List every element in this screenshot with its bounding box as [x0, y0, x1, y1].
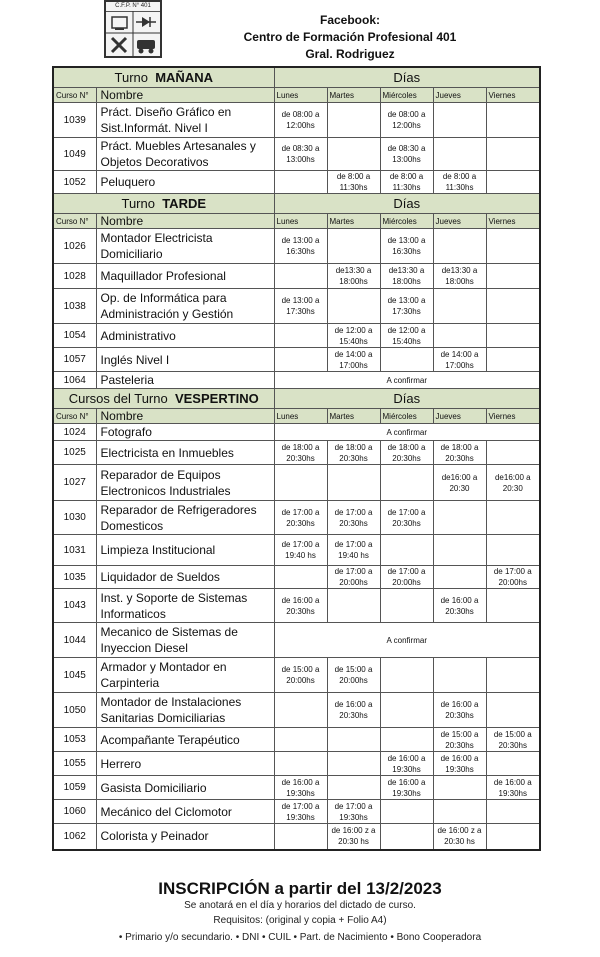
course-code: 1043: [53, 589, 96, 623]
days-header: Días: [274, 194, 540, 214]
schedule-cell: [327, 103, 380, 138]
schedule-cell: de 18:00 a 20:30hs: [274, 441, 327, 465]
section-title-prefix: Turno: [121, 196, 155, 211]
schedule-cell: de 16:00 a 19:30hs: [380, 752, 433, 776]
schedule-cell: [274, 752, 327, 776]
section-title: [53, 389, 274, 409]
column-header-row: [53, 214, 540, 229]
schedule-table: [52, 66, 541, 851]
course-name: Montador Electricista Domiciliario: [96, 229, 274, 264]
schedule-cell: [327, 229, 380, 264]
col-day: Miércoles: [380, 88, 433, 103]
course-code: 1028: [53, 264, 96, 289]
course-code: 1027: [53, 465, 96, 501]
course-name: Armador y Montador en Carpinteria: [96, 658, 274, 693]
schedule-cell: [433, 776, 486, 800]
course-row: [53, 776, 540, 800]
col-curso: Curso N°: [53, 214, 96, 229]
course-row: [53, 289, 540, 324]
section-title-shift: VESPERTINO: [174, 391, 259, 406]
schedule-tbd: A confirmar: [274, 623, 540, 658]
logo-emblem-icon: [106, 11, 160, 56]
col-day: Martes: [327, 409, 380, 424]
schedule-cell: [327, 728, 380, 752]
section-title: [53, 194, 274, 214]
schedule-cell: de13:30 a 18:00hs: [327, 264, 380, 289]
cfp-logo: [104, 0, 162, 58]
schedule-cell: [486, 264, 540, 289]
schedule-cell: de 16:00 a 19:30hs: [486, 776, 540, 800]
schedule-cell: [274, 348, 327, 372]
schedule-cell: de 15:00 a 20:30hs: [433, 728, 486, 752]
course-row: [53, 138, 540, 171]
course-name: Pasteleria: [96, 372, 274, 389]
schedule-cell: [380, 728, 433, 752]
course-code: 1054: [53, 324, 96, 348]
section-header-row: [53, 67, 540, 88]
course-name: Inglés Nivel I: [96, 348, 274, 372]
schedule-cell: de 13:00 a 16:30hs: [380, 229, 433, 264]
schedule-cell: [486, 138, 540, 171]
schedule-cell: [274, 824, 327, 850]
schedule-cell: de 17:00 a 20:00hs: [327, 566, 380, 589]
schedule-cell: [433, 229, 486, 264]
schedule-cell: de 17:00 a 20:00hs: [486, 566, 540, 589]
header-location: Gral. Rodriguez: [305, 47, 395, 61]
course-code: 1049: [53, 138, 96, 171]
schedule-cell: [433, 658, 486, 693]
course-code: 1030: [53, 501, 96, 535]
col-day: Martes: [327, 88, 380, 103]
schedule-cell: [327, 589, 380, 623]
schedule-cell: [433, 289, 486, 324]
schedule-cell: [433, 535, 486, 566]
course-row: [53, 589, 540, 623]
course-row: [53, 693, 540, 728]
course-code: 1060: [53, 800, 96, 824]
schedule-cell: [433, 138, 486, 171]
schedule-cell: de 17:00 a 19:30hs: [327, 800, 380, 824]
schedule-cell: de 16:00 z a 20:30 hs: [327, 824, 380, 850]
schedule-tbd: A confirmar: [274, 372, 540, 389]
course-name: Práct. Diseño Gráfico en Sist.Informát. Nivel I: [96, 103, 274, 138]
course-name: Op. de Informática para Administración y Gestión: [96, 289, 274, 324]
section-header-row: [53, 194, 540, 214]
section-title: [53, 67, 274, 88]
schedule-cell: [486, 289, 540, 324]
schedule-cell: de 16:00 a 20:30hs: [274, 589, 327, 623]
schedule-cell: [327, 776, 380, 800]
schedule-cell: [274, 171, 327, 194]
course-code: 1045: [53, 658, 96, 693]
course-row: [53, 535, 540, 566]
course-name: Herrero: [96, 752, 274, 776]
col-day: Lunes: [274, 214, 327, 229]
course-name: Liquidador de Sueldos: [96, 566, 274, 589]
schedule-cell: de16:00 a 20:30: [486, 465, 540, 501]
schedule-cell: de 16:00 a 19:30hs: [433, 752, 486, 776]
col-nombre: Nombre: [96, 409, 274, 424]
course-row: [53, 441, 540, 465]
schedule-cell: de 8:00 a 11:30hs: [327, 171, 380, 194]
schedule-cell: de 16:00 a 20:30hs: [327, 693, 380, 728]
header-facebook: Facebook:: [319, 13, 380, 27]
course-code: 1062: [53, 824, 96, 850]
inscripcion-title: INSCRIPCIÓN a partir del 13/2/2023: [158, 879, 442, 898]
schedule-cell: de 18:00 a 20:30hs: [327, 441, 380, 465]
column-header-row: [53, 88, 540, 103]
schedule-cell: [380, 658, 433, 693]
col-day: Jueves: [433, 214, 486, 229]
schedule-cell: [486, 824, 540, 850]
section-header-row: [53, 389, 540, 409]
course-code: 1038: [53, 289, 96, 324]
col-day: Miércoles: [380, 214, 433, 229]
section-title-prefix: Cursos del Turno: [68, 391, 168, 406]
course-row: [53, 348, 540, 372]
schedule-cell: de 08:00 a 12:00hs: [380, 103, 433, 138]
schedule-cell: de13:30 a 18:00hs: [380, 264, 433, 289]
course-code: 1064: [53, 372, 96, 389]
course-row: [53, 324, 540, 348]
col-nombre: Nombre: [96, 214, 274, 229]
schedule-cell: [486, 589, 540, 623]
schedule-cell: [380, 824, 433, 850]
course-row: [53, 728, 540, 752]
course-name: Administrativo: [96, 324, 274, 348]
course-code: 1055: [53, 752, 96, 776]
section-title-prefix: Turno: [114, 70, 148, 85]
footer-requirements: • Primario y/o secundario. • DNI • CUIL • Part. de Nacimiento • Bono Cooperadora: [118, 932, 482, 943]
course-name: Mecánico del Ciclomotor: [96, 800, 274, 824]
schedule-cell: [327, 752, 380, 776]
schedule-body: [53, 67, 540, 850]
col-day: Jueves: [433, 409, 486, 424]
section-title-shift: MAÑANA: [155, 70, 213, 85]
course-name: Gasista Domiciliario: [96, 776, 274, 800]
schedule-cell: de 18:00 a 20:30hs: [433, 441, 486, 465]
schedule-cell: [486, 103, 540, 138]
schedule-cell: de 17:00 a 20:00hs: [380, 566, 433, 589]
schedule-cell: [380, 693, 433, 728]
schedule-cell: de 15:00 a 20:00hs: [274, 658, 327, 693]
course-name: Reparador de Refrigeradores Domesticos: [96, 501, 274, 535]
schedule-cell: de13:30 a 18:00hs: [433, 264, 486, 289]
schedule-cell: de 13:00 a 17:30hs: [380, 289, 433, 324]
schedule-cell: [274, 465, 327, 501]
course-name: Montador de Instalaciones Sanitarias Domiciliarias: [96, 693, 274, 728]
schedule-cell: [486, 752, 540, 776]
section-title-shift: TARDE: [162, 196, 207, 211]
schedule-cell: de 08:30 a 13:00hs: [380, 138, 433, 171]
col-nombre: Nombre: [96, 88, 274, 103]
schedule-cell: [274, 264, 327, 289]
schedule-cell: [274, 324, 327, 348]
col-day: Lunes: [274, 409, 327, 424]
course-row: [53, 800, 540, 824]
course-code: 1057: [53, 348, 96, 372]
col-day: Jueves: [433, 88, 486, 103]
schedule-cell: [486, 441, 540, 465]
course-name: Reparador de Equipos Electronicos Industriales: [96, 465, 274, 501]
course-name: Peluquero: [96, 171, 274, 194]
schedule-cell: [433, 501, 486, 535]
col-day: Miércoles: [380, 409, 433, 424]
schedule-cell: [486, 229, 540, 264]
course-row: [53, 752, 540, 776]
schedule-cell: [486, 658, 540, 693]
schedule-cell: de 8:00 a 11:30hs: [380, 171, 433, 194]
schedule-cell: de 08:30 a 13:00hs: [274, 138, 327, 171]
course-row: [53, 171, 540, 194]
schedule-cell: [380, 800, 433, 824]
schedule-cell: de 17:00 a 19:30hs: [274, 800, 327, 824]
column-header-row: [53, 409, 540, 424]
schedule-cell: [486, 348, 540, 372]
course-row: [53, 623, 540, 658]
schedule-cell: de 17:00 a 19:40 hs: [327, 535, 380, 566]
schedule-cell: de 16:00 a 20:30hs: [433, 589, 486, 623]
course-code: 1050: [53, 693, 96, 728]
schedule-cell: de 16:00 a 20:30hs: [433, 693, 486, 728]
schedule-cell: [274, 566, 327, 589]
schedule-tbd: A confirmar: [274, 424, 540, 441]
schedule-cell: [433, 103, 486, 138]
course-row: [53, 103, 540, 138]
course-code: 1059: [53, 776, 96, 800]
schedule-cell: de 15:00 a 20:30hs: [486, 728, 540, 752]
course-name: Mecanico de Sistemas de Inyeccion Diesel: [96, 623, 274, 658]
schedule-cell: [327, 465, 380, 501]
schedule-cell: [274, 728, 327, 752]
course-name: Electricista en Inmuebles: [96, 441, 274, 465]
logo-text: C.F.P. N° 401: [106, 2, 160, 12]
schedule-cell: de16:00 a 20:30: [433, 465, 486, 501]
schedule-cell: [380, 348, 433, 372]
course-row: [53, 824, 540, 850]
course-code: 1024: [53, 424, 96, 441]
schedule-cell: de 15:00 a 20:00hs: [327, 658, 380, 693]
footer-line-1: Se anotará en el día y horarios del dictado de curso.: [184, 900, 416, 911]
schedule-cell: de 16:00 a 19:30hs: [380, 776, 433, 800]
col-day: Lunes: [274, 88, 327, 103]
schedule-cell: [380, 535, 433, 566]
course-row: [53, 566, 540, 589]
schedule-cell: [486, 693, 540, 728]
col-curso: Curso N°: [53, 88, 96, 103]
schedule-cell: de 17:00 a 19:40 hs: [274, 535, 327, 566]
schedule-cell: de 16:00 z a 20:30 hs: [433, 824, 486, 850]
course-code: 1039: [53, 103, 96, 138]
course-row: [53, 229, 540, 264]
course-row: [53, 424, 540, 441]
course-row: [53, 264, 540, 289]
course-row: [53, 372, 540, 389]
course-code: 1044: [53, 623, 96, 658]
col-day: Viernes: [486, 214, 540, 229]
schedule-cell: [486, 171, 540, 194]
schedule-cell: de 14:00 a 17:00hs: [433, 348, 486, 372]
schedule-cell: [433, 566, 486, 589]
col-day: Martes: [327, 214, 380, 229]
schedule-cell: [380, 465, 433, 501]
course-row: [53, 465, 540, 501]
col-day: Viernes: [486, 88, 540, 103]
schedule-cell: de 16:00 a 19:30hs: [274, 776, 327, 800]
course-name: Fotografo: [96, 424, 274, 441]
schedule-cell: [486, 535, 540, 566]
col-day: Viernes: [486, 409, 540, 424]
schedule-cell: de 12:00 a 15:40hs: [380, 324, 433, 348]
footer-line-2: Requisitos: (original y copia + Folio A4): [213, 915, 387, 926]
course-name: Acompañante Terapéutico: [96, 728, 274, 752]
schedule-cell: de 12:00 a 15:40hs: [327, 324, 380, 348]
course-row: [53, 658, 540, 693]
schedule-cell: de 13:00 a 17:30hs: [274, 289, 327, 324]
schedule-cell: de 13:00 a 16:30hs: [274, 229, 327, 264]
schedule-cell: de 08:00 a 12:00hs: [274, 103, 327, 138]
schedule-cell: de 14:00 a 17:00hs: [327, 348, 380, 372]
schedule-cell: de 8:00 a 11:30hs: [433, 171, 486, 194]
schedule-cell: de 17:00 a 20:30hs: [327, 501, 380, 535]
course-name: Práct. Muebles Artesanales y Objetos Decorativos: [96, 138, 274, 171]
schedule-cell: de 18:00 a 20:30hs: [380, 441, 433, 465]
schedule-cell: de 17:00 a 20:30hs: [274, 501, 327, 535]
days-header: Días: [274, 67, 540, 88]
schedule-cell: [327, 138, 380, 171]
course-name: Maquillador Profesional: [96, 264, 274, 289]
header-institution: Centro de Formación Profesional 401: [243, 30, 457, 44]
schedule-cell: de 17:00 a 20:30hs: [380, 501, 433, 535]
schedule-cell: [327, 289, 380, 324]
course-code: 1031: [53, 535, 96, 566]
schedule-cell: [433, 800, 486, 824]
schedule-cell: [274, 693, 327, 728]
course-code: 1026: [53, 229, 96, 264]
course-code: 1052: [53, 171, 96, 194]
course-name: Limpieza Institucional: [96, 535, 274, 566]
col-curso: Curso N°: [53, 409, 96, 424]
schedule-cell: [486, 501, 540, 535]
course-code: 1053: [53, 728, 96, 752]
course-code: 1025: [53, 441, 96, 465]
course-name: Inst. y Soporte de Sistemas Informaticos: [96, 589, 274, 623]
course-name: Colorista y Peinador: [96, 824, 274, 850]
days-header: Días: [274, 389, 540, 409]
course-code: 1035: [53, 566, 96, 589]
schedule-cell: [486, 324, 540, 348]
schedule-cell: [380, 589, 433, 623]
schedule-cell: [433, 324, 486, 348]
schedule-cell: [486, 800, 540, 824]
course-row: [53, 501, 540, 535]
